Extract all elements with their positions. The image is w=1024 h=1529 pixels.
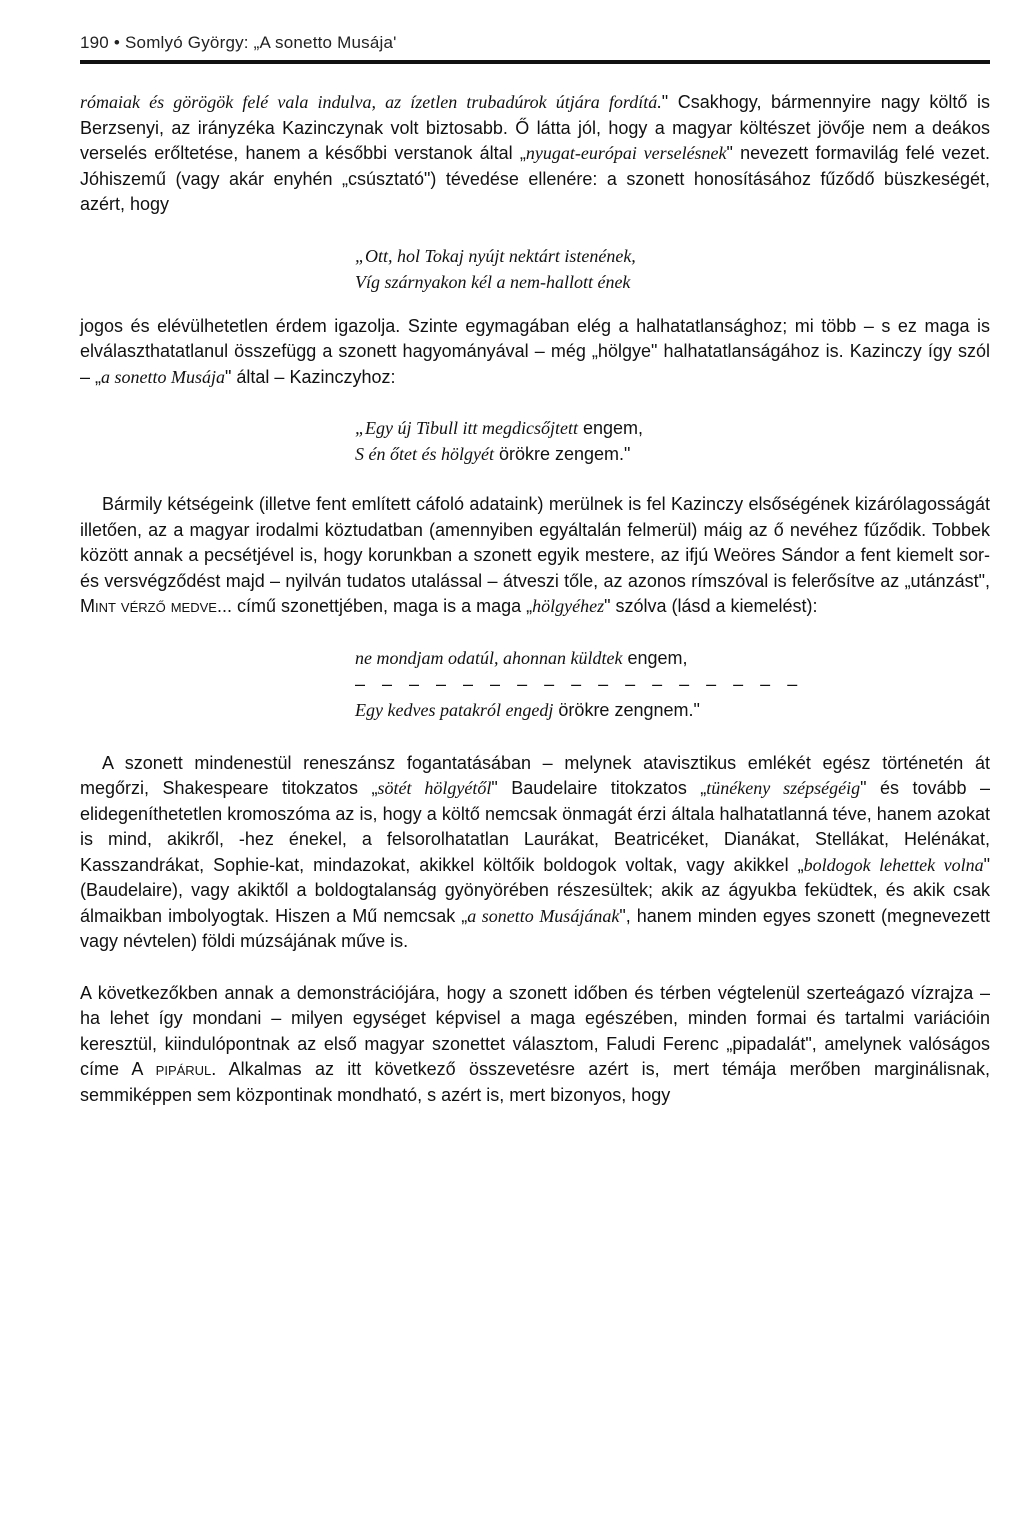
paragraph-4-text-7: " (Baudelaire), vagy akiktől a boldogtalanság gyönyörében részesültek; akik az ágyukba feküdtek, és akik csak álmaikban imbolyogtak. Hiszen a Mű nemcsak „ <box>80 854 990 926</box>
paragraph-4-italic-8: a sonetto Musájának <box>467 905 620 926</box>
quote-2-line-1: „Egy új Tibull itt megdicsőjtett engem, <box>355 418 644 438</box>
paragraph-4-italic-2: sötét hölgyétől <box>377 778 492 798</box>
paragraph-4-italic-6: boldogok lehettek volna <box>803 854 984 875</box>
running-header <box>80 33 397 53</box>
paragraph-2-text-1: jogos és elévülhetetlen érdem igazolja. Szinte egymagában elég a halhatatlansághoz; mi több – s ez maga is elválaszthatatlanul összefügg a szonett hagyományával – még „hölgye" halhatatlanságához is. Kazinczy így szól – „ <box>80 315 990 387</box>
paragraph-3-smallcaps-2: Mint vérző medve <box>80 596 217 616</box>
paragraph-1-italic-3: nyugat-európai verselésnek <box>525 143 727 163</box>
paragraph-4-text-3: " Baudelaire titokzatos „ <box>491 778 707 798</box>
paragraph-5 <box>80 981 990 1109</box>
paragraph-1-text-2: " Csakhogy, bármennyire nagy költő is Berzsenyi, az irányzéka Kazinczynak volt biztosabb. Ő látta jól, hogy a magyar költészet jövője nem a deákos verselés erőltetése, hanem a későbbi verstanok által „ <box>80 92 990 163</box>
paragraph-4-text-9: ", hanem minden egyes szonett (megnevezett vagy névtelen) földi múzsájának műve is. <box>80 905 990 951</box>
paragraph-4-text-5: " és tovább – elidegeníthetetlen kromoszóma az is, hogy a költő nemcsak önmagát érzi általa halhatatlanná téve, hanem azokat is mind, akikről, -hez énekel, a felsorolhatatlan Laurákat, Beatricéket, Dianákat, Stellákat, Helénákat, Kasszandrákat, Sophie-kat, mindazokat, akikkel költőik boldogok voltak, vagy akikkel „ <box>80 778 990 875</box>
paragraph-2-text-3: " által – Kazinczyhoz: <box>225 366 396 387</box>
page-number: 190 <box>80 33 109 52</box>
paragraph-3-italic-4: hölgyéhez <box>532 596 605 616</box>
paragraph-5-text-1: A következőkben annak a demonstrációjára, hogy a szonett időben és térben végtelenül szerteágazó vízrajza – ha lehet így mondani – milyen egységet képvisel a maga egészében, minden formai és tartalmi variációin keresztül, kiindulópontnak az első magyar szonettet választom, Faludi Ferenc „pipadalát", amelynek valóságos címe A <box>80 982 990 1079</box>
paragraph-5-smallcaps-2: pipárul <box>155 1059 212 1079</box>
paragraph-3 <box>80 492 990 620</box>
running-title: Somlyó György: „A sonetto Musája' <box>125 33 397 52</box>
paragraph-1-italic-1: rómaiak és görögök felé vala indulva, az ízetlen trubadúrok útjára fordítá. <box>80 92 662 112</box>
paragraph-2-italic-2: a sonetto Musája <box>101 366 226 387</box>
header-bullet: • <box>113 33 121 52</box>
paragraph-4 <box>80 751 990 955</box>
quote-2-line-2: S én őtet és hölgyét örökre zengem." <box>355 444 631 464</box>
paragraph-5-text-3: . Alkalmas az itt következő összevetésre azért is, mert témája merőben marginálisnak, semmiképpen sem központinak mondható, s azért is, mert bizonyos, hogy <box>80 1059 990 1105</box>
paragraph-4-italic-4: tünékeny szépségéig <box>706 778 861 798</box>
paragraph-3-text-1: Bármily kétségeink (illetve fent említett cáfoló adataink) merülnek is fel Kazinczy elsőségének kizárólagosságát illetően, az a magyar irodalmi köztudatban (amennyiben egyáltalán felmerül) máig az ő nevéhez fűződik. Tobbek között annak a pecsétjével is, hogy korunkban a szonett egyik mestere, az ifjú Weöres Sándor a fent kiemelt sor- és versvégződést majd – nyilván tudatos utalással – átveszi tőle, az azonos rímszóval is felerősítve az „utánzást", <box>80 494 990 591</box>
paragraph-1 <box>80 90 990 218</box>
quote-1-line-1: „Ott, hol Tokaj nyújt nektárt istenének, <box>355 245 636 266</box>
paragraph-2 <box>80 314 990 391</box>
quote-3-line-3: Egy kedves patakról engedj örökre zengnem." <box>355 699 700 720</box>
header-rule <box>80 60 990 64</box>
paragraph-3-text-3: ... című szonettjében, maga is a maga „ <box>216 596 533 616</box>
quote-3-line-1: ne mondjam odatúl, ahonnan küldtek engem, <box>355 647 688 668</box>
paragraph-3-text-5: " szólva (lásd a kiemelést): <box>604 596 818 616</box>
paragraph-1-text-4: " nevezett formavilág felé vezet. Jóhiszemű (vagy akár enyhén „csúsztató") tévedése ellenére: a szonett honosításához fűződő büszkeségét, azért, hogy <box>80 143 990 214</box>
quote-1-line-2: Víg szárnyakon kél a nem-hallott ének <box>355 271 631 292</box>
page-body <box>80 90 990 1108</box>
quote-3-omission-dashes: – – – – – – – – – – – – – – – – – <box>355 673 804 694</box>
paragraph-4-text-1: A szonett mindenestül reneszánsz fogantatásában – melynek atavisztikus emlékét egész történetén át megőrzi, Shakespeare titokzatos „ <box>80 752 990 798</box>
